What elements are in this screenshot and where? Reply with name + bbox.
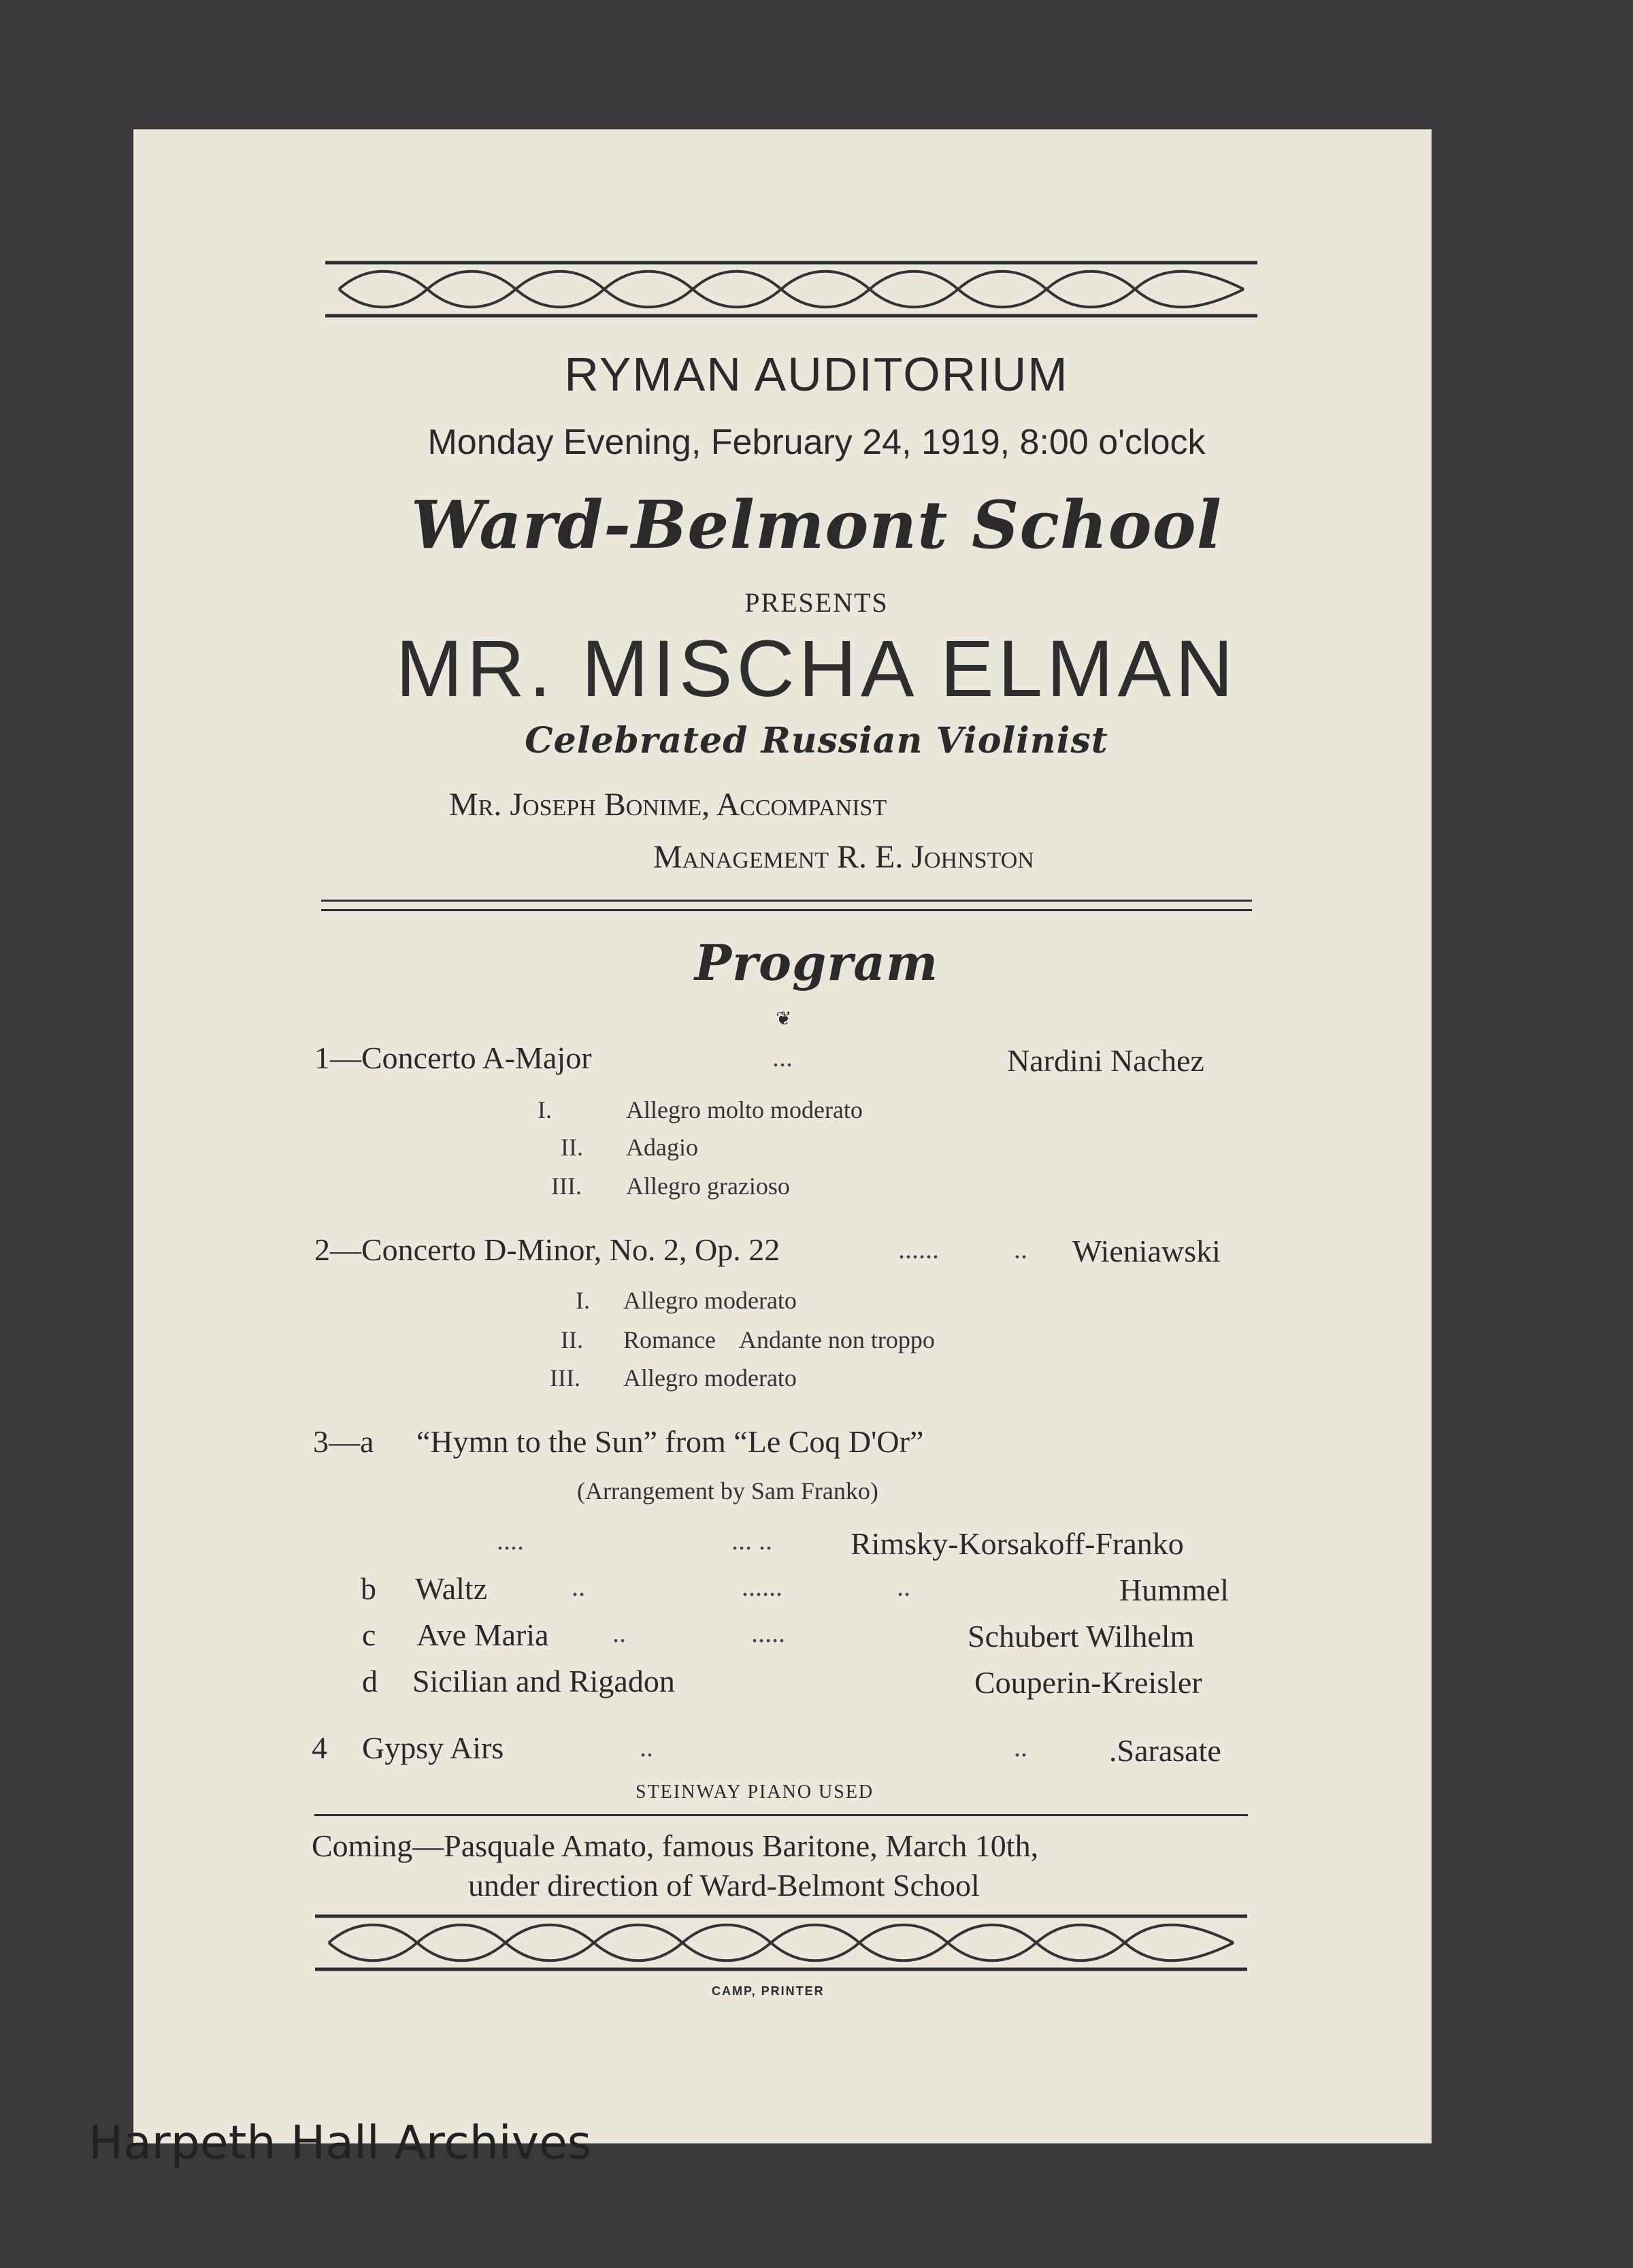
program-item-1-dots: ... — [772, 1042, 793, 1072]
top-ornament-border — [325, 259, 1257, 320]
venue-title: RYMAN AUDITORIUM — [564, 348, 1069, 401]
movement-title: Allegro moderato — [623, 1287, 797, 1314]
program-item-4-composer: .Sarasate — [1109, 1733, 1221, 1768]
program-heading: Program — [694, 934, 939, 991]
movement-num: III. — [550, 1364, 580, 1392]
accompanist-line: Mr. Joseph Bonime, Accompanist — [449, 787, 887, 823]
subitem-letter: c — [362, 1617, 376, 1652]
coming-line-1: Coming—Pasquale Amato, famous Baritone, March 10th, — [312, 1828, 1039, 1863]
program-item-3-dots-a: .... — [497, 1525, 524, 1556]
performer-subtitle: Celebrated Russian Violinist — [525, 720, 1108, 761]
subitem-title: Waltz — [415, 1571, 488, 1606]
movement-title: Adagio — [626, 1134, 698, 1161]
program-item-3-composer: Rimsky-Korsakoff-Franko — [851, 1526, 1184, 1561]
presents-label: PRESENTS — [744, 587, 889, 618]
management-line: Management R. E. Johnston — [653, 839, 1034, 875]
program-item-4-title: Gypsy Airs — [362, 1730, 504, 1765]
performer-name: MR. MISCHA ELMAN — [395, 624, 1238, 714]
program-item-3-arrangement: (Arrangement by Sam Franko) — [577, 1477, 878, 1505]
bottom-ornament-border — [314, 1912, 1248, 1973]
movement-num: II. — [561, 1134, 583, 1161]
divider-bottom — [314, 1814, 1248, 1816]
coming-line-2: under direction of Ward-Belmont School — [468, 1868, 980, 1903]
program-item-2-dots2: .. — [1014, 1234, 1027, 1264]
program-item-3-label: 3—a — [313, 1424, 374, 1459]
program-item-4-dots2: .. — [1014, 1732, 1027, 1762]
movement-num: III. — [551, 1172, 582, 1200]
subitem-letter: b — [361, 1571, 376, 1606]
movement-num: II. — [561, 1326, 583, 1353]
program-item-1-title: 1—Concerto A-Major — [314, 1040, 592, 1075]
subitem-dots: .. — [897, 1571, 910, 1602]
school-name: Ward-Belmont School — [410, 487, 1223, 563]
subitem-composer: Hummel — [1119, 1573, 1229, 1607]
program-item-2-title: 2—Concerto D-Minor, No. 2, Op. 22 — [314, 1232, 780, 1267]
movement-num: I. — [538, 1096, 552, 1123]
subitem-composer: Couperin-Kreisler — [974, 1665, 1202, 1700]
subitem-dots: .. — [612, 1617, 626, 1648]
subitem-dots: ..... — [751, 1617, 785, 1648]
program-item-2-dots: ...... — [898, 1234, 939, 1264]
movement-title: Allegro grazioso — [626, 1172, 790, 1200]
subitem-composer: Schubert Wilhelm — [968, 1619, 1195, 1654]
program-item-3-dots-b: ... .. — [731, 1525, 772, 1556]
movement-title: Romance Andante non troppo — [623, 1326, 935, 1353]
archive-watermark: Harpeth Hall Archives — [88, 2116, 592, 2170]
subitem-dots: ...... — [742, 1571, 782, 1602]
program-item-1-composer: Nardini Nachez — [1007, 1043, 1204, 1078]
divider-top-1 — [321, 900, 1252, 902]
movement-num: I. — [576, 1287, 590, 1314]
program-item-4-dots: .. — [640, 1732, 653, 1762]
divider-top-2 — [321, 909, 1252, 911]
movement-title: Allegro molto moderato — [626, 1096, 863, 1123]
subitem-letter: d — [362, 1664, 378, 1698]
program-item-4-label: 4 — [312, 1730, 327, 1765]
date-line: Monday Evening, February 24, 1919, 8:00 o'clock — [427, 423, 1206, 462]
piano-note: STEINWAY PIANO USED — [636, 1781, 874, 1803]
subitem-title: Ave Maria — [416, 1617, 549, 1652]
program-item-3-title: “Hymn to the Sun” from “Le Coq D'Or” — [416, 1424, 924, 1459]
subitem-title: Sicilian and Rigadon — [412, 1664, 675, 1698]
printer-credit: CAMP, PRINTER — [712, 1984, 825, 1998]
program-item-2-composer: Wieniawski — [1072, 1234, 1221, 1268]
subitem-dots: .. — [572, 1571, 585, 1602]
movement-title: Allegro moderato — [623, 1364, 797, 1392]
fleuron-icon: ❦ — [776, 1008, 792, 1030]
